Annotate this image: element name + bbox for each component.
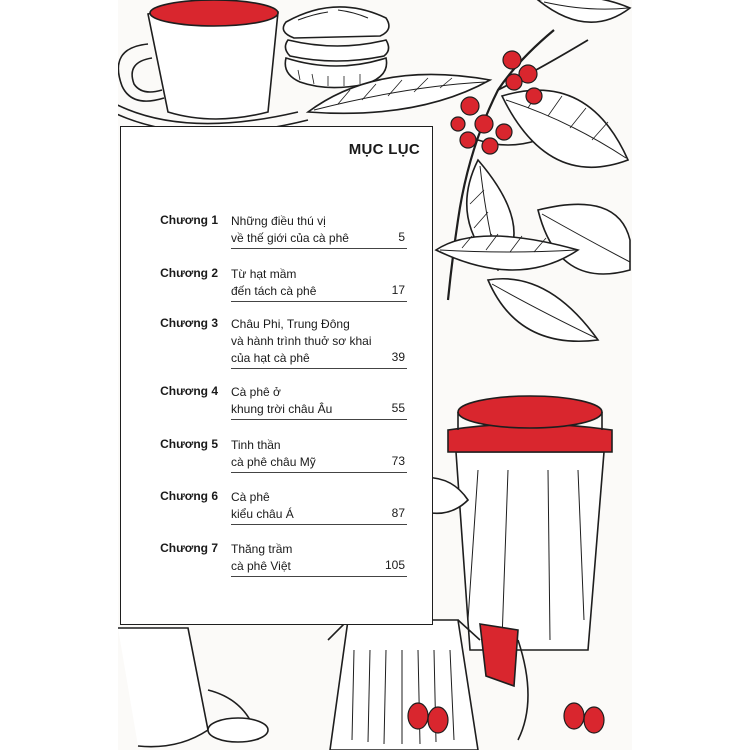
chapter-title — [231, 437, 407, 473]
chapter-title-line: Cà phê ở — [231, 385, 281, 399]
chapter-title — [231, 316, 407, 369]
page-number: 17 — [391, 283, 405, 297]
chapter-title-line: về thế giới của cà phê — [231, 230, 407, 249]
chapter-title-line: Từ hạt mầm — [231, 267, 297, 281]
chapter-title-line: Tinh thần — [231, 438, 281, 452]
page-number: 87 — [391, 506, 405, 520]
chapter-title-line: Cà phê — [231, 490, 270, 504]
chapter-title-line: Những điều thú vị — [231, 214, 326, 228]
chapter-title-line: kiểu châu Á — [231, 506, 407, 525]
page-number: 55 — [391, 401, 405, 415]
macaron-icon — [283, 7, 389, 88]
page-number: 5 — [398, 230, 405, 244]
chapter-title — [231, 266, 407, 302]
chapter-title-line: và hành trình thuở sơ khai — [231, 334, 372, 348]
chapter-title — [231, 489, 407, 525]
chapter-label: Chương 6 — [160, 489, 218, 503]
chapter-label: Chương 3 — [160, 316, 218, 330]
chapter-label: Chương 5 — [160, 437, 218, 451]
chapter-title-line: Châu Phi, Trung Đông — [231, 317, 350, 331]
page-number: 73 — [391, 454, 405, 468]
chapter-title — [231, 541, 407, 577]
chapter-label: Chương 2 — [160, 266, 218, 280]
chapter-title-line: của hạt cà phê — [231, 350, 407, 369]
chapter-label: Chương 7 — [160, 541, 218, 555]
chapter-title-line: cà phê Việt — [231, 558, 407, 577]
leaf-top-right-icon — [538, 0, 630, 22]
page-number: 105 — [384, 558, 405, 572]
chapter-label: Chương 4 — [160, 384, 218, 398]
chapter-title-line: Thăng trầm — [231, 542, 293, 556]
chapter-title — [231, 213, 407, 249]
chapter-title-line: cà phê châu Mỹ — [231, 454, 407, 473]
leaf-right-large-icon — [502, 90, 628, 167]
page-number: 39 — [391, 350, 405, 364]
coffee-beans-icon — [408, 703, 604, 733]
coffee-cup-icon — [118, 0, 308, 133]
chapter-title-line: khung trời châu Âu — [231, 401, 407, 420]
takeaway-cup-icon — [404, 396, 612, 650]
cup-bottom-icon — [118, 628, 268, 747]
chapter-label: Chương 1 — [160, 213, 218, 227]
table-of-contents — [120, 126, 433, 625]
moka-pot-icon — [328, 620, 528, 750]
leaf-lower-right-icon — [488, 279, 598, 342]
chapter-title-line: đến tách cà phê — [231, 283, 407, 302]
toc-title: MỤC LỤC — [348, 141, 420, 158]
chapter-title — [231, 384, 407, 420]
